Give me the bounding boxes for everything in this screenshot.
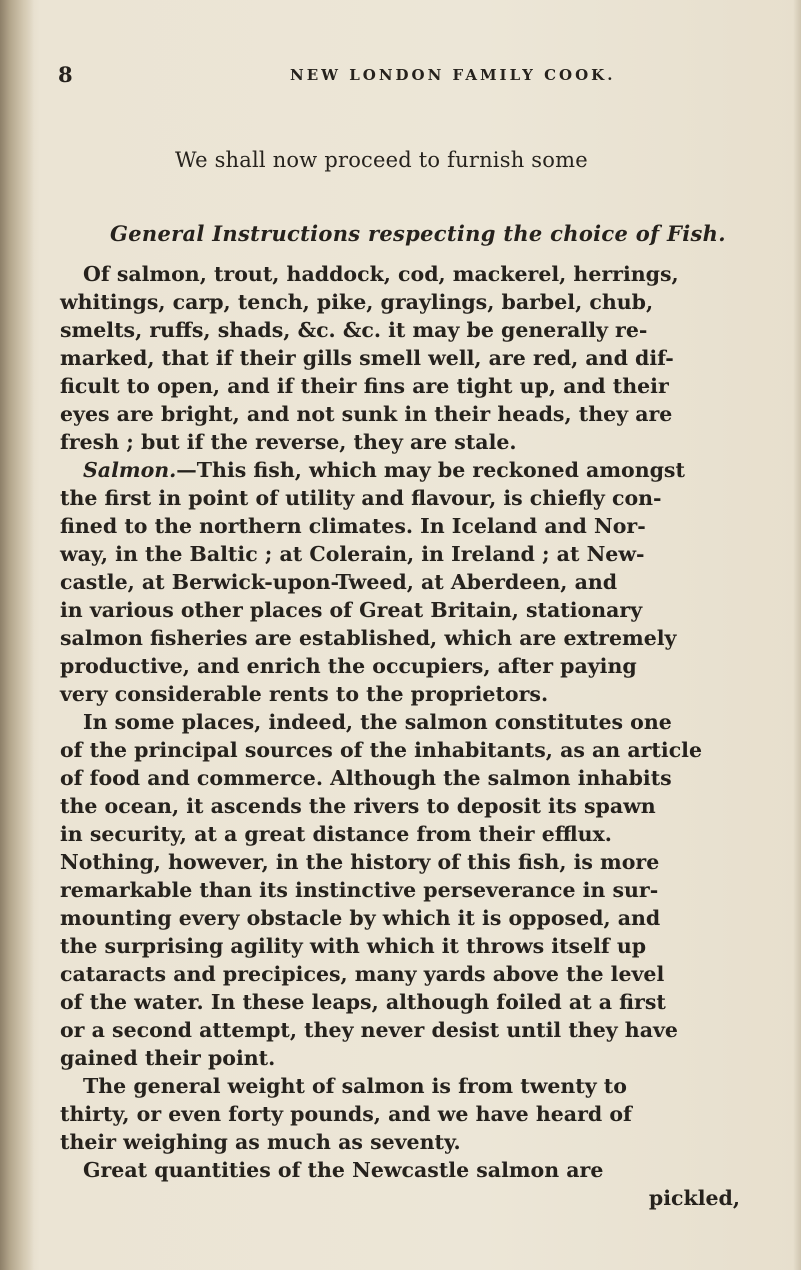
- text-line: marked, that if their gills smell well, are red, and dif-: [60, 346, 674, 370]
- text-line: the first in point of utility and flavour, is chiefly con-: [60, 486, 662, 510]
- salmon-run-in-heading: Salmon.: [83, 458, 177, 482]
- text-line: Great quantities of the Newcastle salmon are: [83, 1158, 604, 1182]
- text-line: fined to the northern climates. In Iceland and Nor-: [60, 514, 646, 538]
- text-line: fresh ; but if the reverse, they are stale.: [60, 430, 517, 454]
- text-line: thirty, or even forty pounds, and we have heard of: [60, 1102, 632, 1126]
- catchword: pickled,: [648, 1186, 740, 1210]
- text-line: ficult to open, and if their fins are tight up, and their: [60, 374, 669, 398]
- text-line: remarkable than its instinctive perseverance in sur-: [60, 878, 659, 902]
- text-line: in various other places of Great Britain, stationary: [60, 598, 643, 622]
- text-line: The general weight of salmon is from twenty to: [83, 1074, 627, 1098]
- section-heading: General Instructions respecting the choice of Fish.: [110, 221, 726, 246]
- text-line: gained their point.: [60, 1046, 276, 1070]
- text-line: whitings, carp, tench, pike, graylings, barbel, chub,: [60, 290, 654, 314]
- text-line: smelts, ruffs, shads, &c. &c. it may be generally re-: [60, 318, 648, 342]
- running-title: NEW LONDON FAMILY COOK.: [290, 66, 616, 84]
- page-number: 8: [58, 62, 73, 87]
- text-line: Nothing, however, in the history of this fish, is more: [60, 850, 660, 874]
- text-line: In some places, indeed, the salmon constitutes one: [83, 710, 672, 734]
- text-line: of the principal sources of the inhabitants, as an article: [60, 738, 703, 762]
- text-line: productive, and enrich the occupiers, after paying: [60, 654, 637, 678]
- text-line: cataracts and precipices, many yards above the level: [60, 962, 665, 986]
- page-gutter-shadow: [0, 0, 34, 1270]
- intro-line: We shall now proceed to furnish some: [175, 148, 588, 172]
- page-edge: [793, 0, 801, 1270]
- text-line: eyes are bright, and not sunk in their heads, they are: [60, 402, 673, 426]
- page-header: [0, 62, 801, 88]
- text-line: of food and commerce. Although the salmon inhabits: [60, 766, 672, 790]
- text-line: in security, at a great distance from their efflux.: [60, 822, 612, 846]
- text-line: the ocean, it ascends the rivers to deposit its spawn: [60, 794, 656, 818]
- text-line: mounting every obstacle by which it is opposed, and: [60, 906, 661, 930]
- text-line: the surprising agility with which it throws itself up: [60, 934, 647, 958]
- text-line: their weighing as much as seventy.: [60, 1130, 461, 1154]
- text-line: very considerable rents to the proprietors.: [60, 682, 549, 706]
- text-line: or a second attempt, they never desist until they have: [60, 1018, 678, 1042]
- text-line: of the water. In these leaps, although foiled at a first: [60, 990, 666, 1014]
- text-line: [83, 458, 783, 482]
- text-line: way, in the Baltic ; at Colerain, in Ireland ; at New-: [60, 542, 645, 566]
- text-line: salmon fisheries are established, which are extremely: [60, 626, 677, 650]
- text-line-rest: —This fish, which may be reckoned amongst: [176, 458, 685, 482]
- text-line: Of salmon, trout, haddock, cod, mackerel, herrings,: [83, 262, 679, 286]
- text-line: castle, at Berwick-upon-Tweed, at Aberdeen, and: [60, 570, 618, 594]
